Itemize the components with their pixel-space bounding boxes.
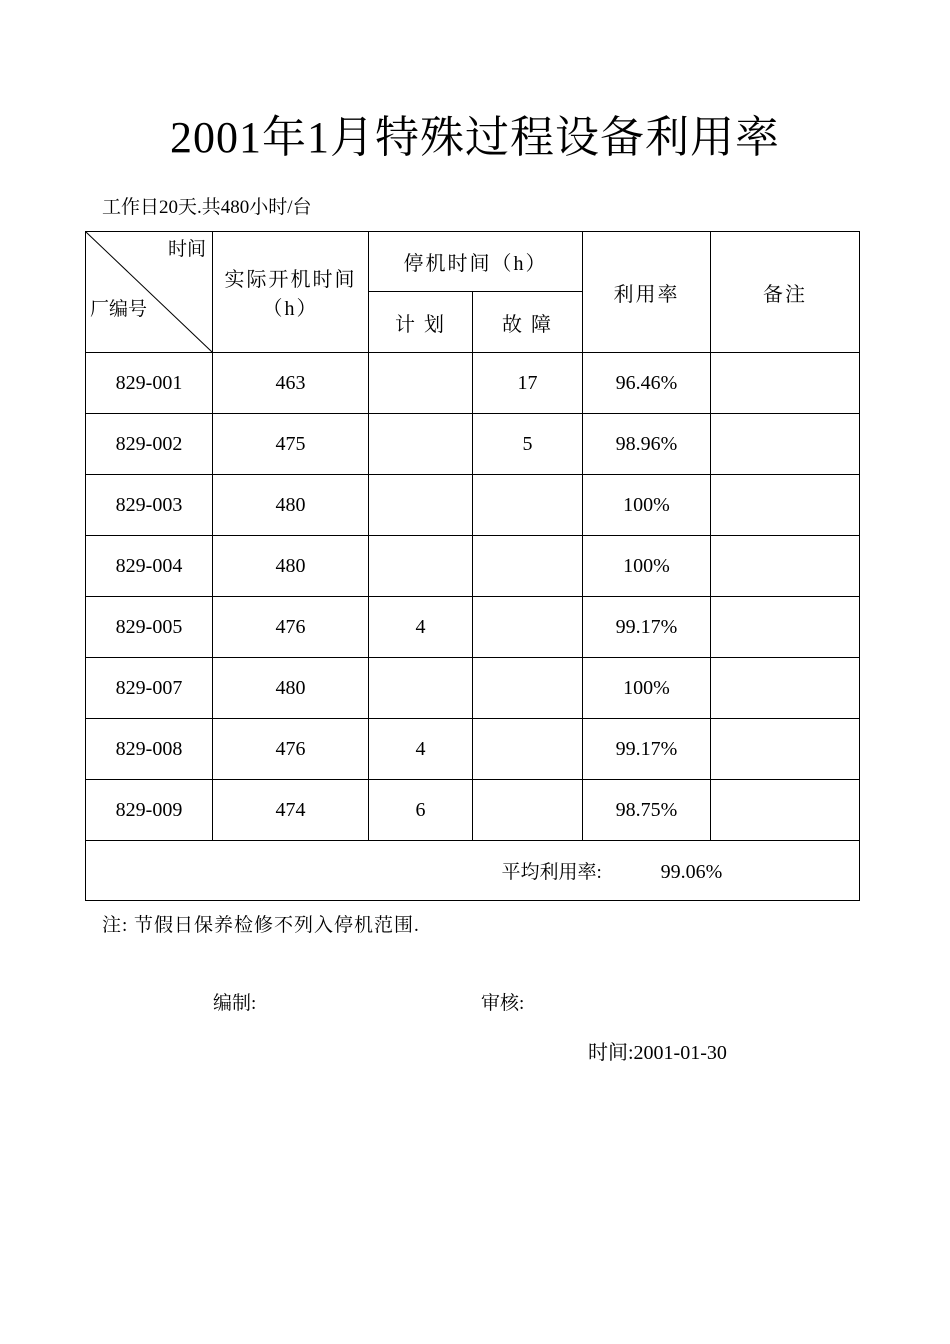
table-row: [86, 780, 860, 841]
planned-downtime-cell: [369, 536, 473, 597]
factory-number-cell: 829-001: [86, 353, 213, 414]
factory-number-cell: 829-002: [86, 414, 213, 475]
utilization-rate-cell: 98.96%: [583, 414, 711, 475]
utilization-rate-cell: 99.17%: [583, 597, 711, 658]
actual-runtime-cell: 476: [213, 719, 369, 780]
actual-runtime-header-unit: （h）: [262, 298, 319, 320]
editor-signature-label: 编制:: [213, 993, 257, 1014]
remarks-header: 备注: [711, 232, 860, 353]
utilization-rate-cell: 99.17%: [583, 719, 711, 780]
remark-cell: [711, 536, 860, 597]
page-title: 2001年1月特殊过程设备利用率: [170, 113, 780, 162]
planned-downtime-cell: 6: [369, 780, 473, 841]
remark-cell: [711, 414, 860, 475]
utilization-rate-cell: 100%: [583, 658, 711, 719]
fault-downtime-cell: [473, 536, 583, 597]
actual-runtime-header-line1: 实际开机时间: [224, 269, 357, 291]
utilization-rate-cell: 100%: [583, 475, 711, 536]
utilization-header: 利用率: [583, 232, 711, 353]
table-row: [86, 353, 860, 414]
utilization-rate-cell: 98.75%: [583, 780, 711, 841]
planned-downtime-cell: 4: [369, 719, 473, 780]
factory-number-cell: 829-008: [86, 719, 213, 780]
remark-cell: [711, 780, 860, 841]
actual-runtime-cell: 480: [213, 536, 369, 597]
planned-downtime-cell: 4: [369, 597, 473, 658]
actual-runtime-cell: 474: [213, 780, 369, 841]
fault-downtime-cell: 17: [473, 353, 583, 414]
fault-downtime-cell: [473, 719, 583, 780]
average-utilization-label: 平均利用率:: [501, 862, 602, 883]
planned-downtime-header: 计 划: [369, 292, 473, 353]
footnote: 注: 节假日保养检修不列入停机范围.: [102, 915, 420, 936]
factory-number-cell: 829-007: [86, 658, 213, 719]
diagonal-header-factory-no: 厂编号: [90, 299, 148, 320]
factory-number-cell: 829-009: [86, 780, 213, 841]
actual-runtime-cell: 480: [213, 475, 369, 536]
planned-downtime-cell: [369, 658, 473, 719]
actual-runtime-cell: 476: [213, 597, 369, 658]
table-row: [86, 414, 860, 475]
fault-downtime-cell: [473, 475, 583, 536]
actual-runtime-header: [213, 232, 369, 353]
diagonal-header-time: 时间: [167, 239, 206, 260]
utilization-table: [85, 231, 860, 901]
fault-downtime-header: 故 障: [473, 292, 583, 353]
working-days-note: 工作日20天.共480小时/台: [102, 197, 312, 218]
downtime-header: 停机时间（h）: [369, 232, 583, 292]
fault-downtime-cell: [473, 658, 583, 719]
utilization-rate-cell: 100%: [583, 536, 711, 597]
average-utilization-value: 99.06%: [660, 861, 723, 883]
factory-number-cell: 829-005: [86, 597, 213, 658]
report-date: 时间:2001-01-30: [588, 1042, 727, 1064]
table-row: [86, 475, 860, 536]
reviewer-signature-label: 审核:: [481, 993, 525, 1014]
utilization-rate-cell: 96.46%: [583, 353, 711, 414]
remark-cell: [711, 719, 860, 780]
actual-runtime-cell: 480: [213, 658, 369, 719]
remark-cell: [711, 597, 860, 658]
header-row-1: [86, 232, 860, 292]
remark-cell: [711, 658, 860, 719]
planned-downtime-cell: [369, 353, 473, 414]
table-row: [86, 658, 860, 719]
factory-number-cell: 829-003: [86, 475, 213, 536]
remark-cell: [711, 353, 860, 414]
table-row: [86, 719, 860, 780]
fault-downtime-cell: [473, 597, 583, 658]
diagonal-header-cell: [86, 232, 213, 353]
table-row: [86, 597, 860, 658]
fault-downtime-cell: 5: [473, 414, 583, 475]
fault-downtime-cell: [473, 780, 583, 841]
planned-downtime-cell: [369, 475, 473, 536]
table-row: [86, 536, 860, 597]
factory-number-cell: 829-004: [86, 536, 213, 597]
actual-runtime-cell: 463: [213, 353, 369, 414]
actual-runtime-cell: 475: [213, 414, 369, 475]
remark-cell: [711, 475, 860, 536]
planned-downtime-cell: [369, 414, 473, 475]
average-row: [86, 841, 860, 901]
average-cell: [86, 841, 860, 901]
